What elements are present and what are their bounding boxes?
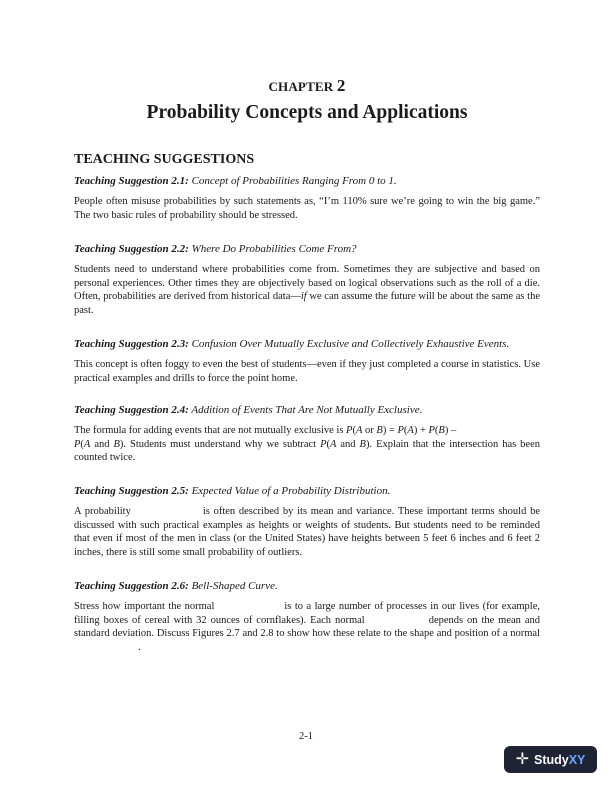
suggestion-body <box>74 600 540 654</box>
suggestion-heading <box>74 175 540 188</box>
body-text: Stress how important the normal <box>74 601 215 612</box>
teaching-suggestion-2-2 <box>74 243 540 317</box>
suggestion-topic: Addition of Events That Are Not Mutually Exclusive. <box>191 404 423 416</box>
suggestion-label: Teaching Suggestion 2.4: <box>74 404 189 416</box>
suggestion-label: Teaching Suggestion 2.3: <box>74 338 189 350</box>
plus-icon: ✛ <box>515 750 529 768</box>
suggestion-topic: Expected Value of a Probability Distribution. <box>191 485 391 497</box>
chapter-label: CHAPTER <box>268 79 334 94</box>
body-text: depends on the mean and standard deviation. Discuss Figures 2.7 and 2.8 to show how these relate to the shape and position of a normal <box>74 614 540 640</box>
teaching-suggestion-2-3 <box>74 338 540 385</box>
page-number: 2-1 <box>299 731 313 742</box>
teaching-suggestion-2-1 <box>74 175 540 222</box>
body-text: Students need to understand where probabilities come from. Sometimes they are subjective and based on personal experiences. Other times they are objectively based on logical observations such as the roll of a die. Often, probabilities are derived from historical data— <box>74 264 540 303</box>
suggestion-heading <box>74 243 540 256</box>
suggestion-body <box>74 505 540 559</box>
suggestion-label: Teaching Suggestion 2.2: <box>74 243 189 255</box>
teaching-suggestion-2-4 <box>74 404 540 465</box>
body-text: we can assume the future will be about the same as the past. <box>74 291 540 316</box>
badge-text-accent: XY <box>568 752 586 767</box>
section-heading: TEACHING SUGGESTIONS <box>74 152 255 167</box>
page-title: Probability Concepts and Applications <box>146 102 468 123</box>
badge-text: Study <box>533 752 569 767</box>
suggestion-topic: Where Do Probabilities Come From? <box>191 243 357 255</box>
suggestion-topic: Concept of Probabilities Ranging From 0 to 1. <box>191 175 397 187</box>
suggestion-heading <box>74 485 540 498</box>
suggestion-label: Teaching Suggestion 2.1: <box>74 175 189 187</box>
suggestion-label: Teaching Suggestion 2.5: <box>74 485 189 497</box>
suggestion-heading <box>74 404 540 417</box>
suggestion-body: The formula for adding events that are not mutually exclusive is P(A or B) = P(A) + P(B) – P(A and B). Students must understand why we subtract P(A and B). Explain that the intersection has been counted twice. <box>74 425 540 464</box>
suggestion-topic: Confusion Over Mutually Exclusive and Collectively Exhaustive Events. <box>191 338 510 350</box>
body-emphasis: if <box>300 291 307 303</box>
suggestion-body: This concept is often foggy to even the best of students—even if they just completed a course in statistics. Use practical examples and drills to force the point home. <box>74 359 540 384</box>
body-text: . <box>138 641 141 653</box>
teaching-suggestion-2-6 <box>74 580 540 654</box>
suggestion-heading <box>74 580 540 593</box>
teaching-suggestion-2-5 <box>74 485 540 559</box>
chapter-number: 2 <box>336 76 346 95</box>
suggestion-label: Teaching Suggestion 2.6: <box>74 580 189 592</box>
suggestion-body <box>74 263 540 317</box>
body-text: A probability <box>74 506 131 517</box>
suggestion-body: People often misuse probabilities by such statements as, “I’m 110% sure we’re going to win the big game.” The two basic rules of probability should be stressed. <box>74 196 540 221</box>
body-text: is often described by its mean and variance. These important terms should be discussed with such practical examples as heights or weights of students. But students need to be reminded that even if most of the men in class (or the United States) have heights between 5 feet 6 inches and 6 feet 2 inches, there is still some small probability of outliers. <box>74 506 540 558</box>
body-text: is to a large number of processes in our lives (for example, filling boxes of cereal with 32 ounces of cornflakes). Each normal <box>74 601 540 626</box>
suggestion-heading <box>74 338 540 351</box>
chapter-heading <box>74 76 540 96</box>
studyxy-badge[interactable] <box>504 746 597 773</box>
suggestion-topic: Bell-Shaped Curve. <box>191 580 278 592</box>
